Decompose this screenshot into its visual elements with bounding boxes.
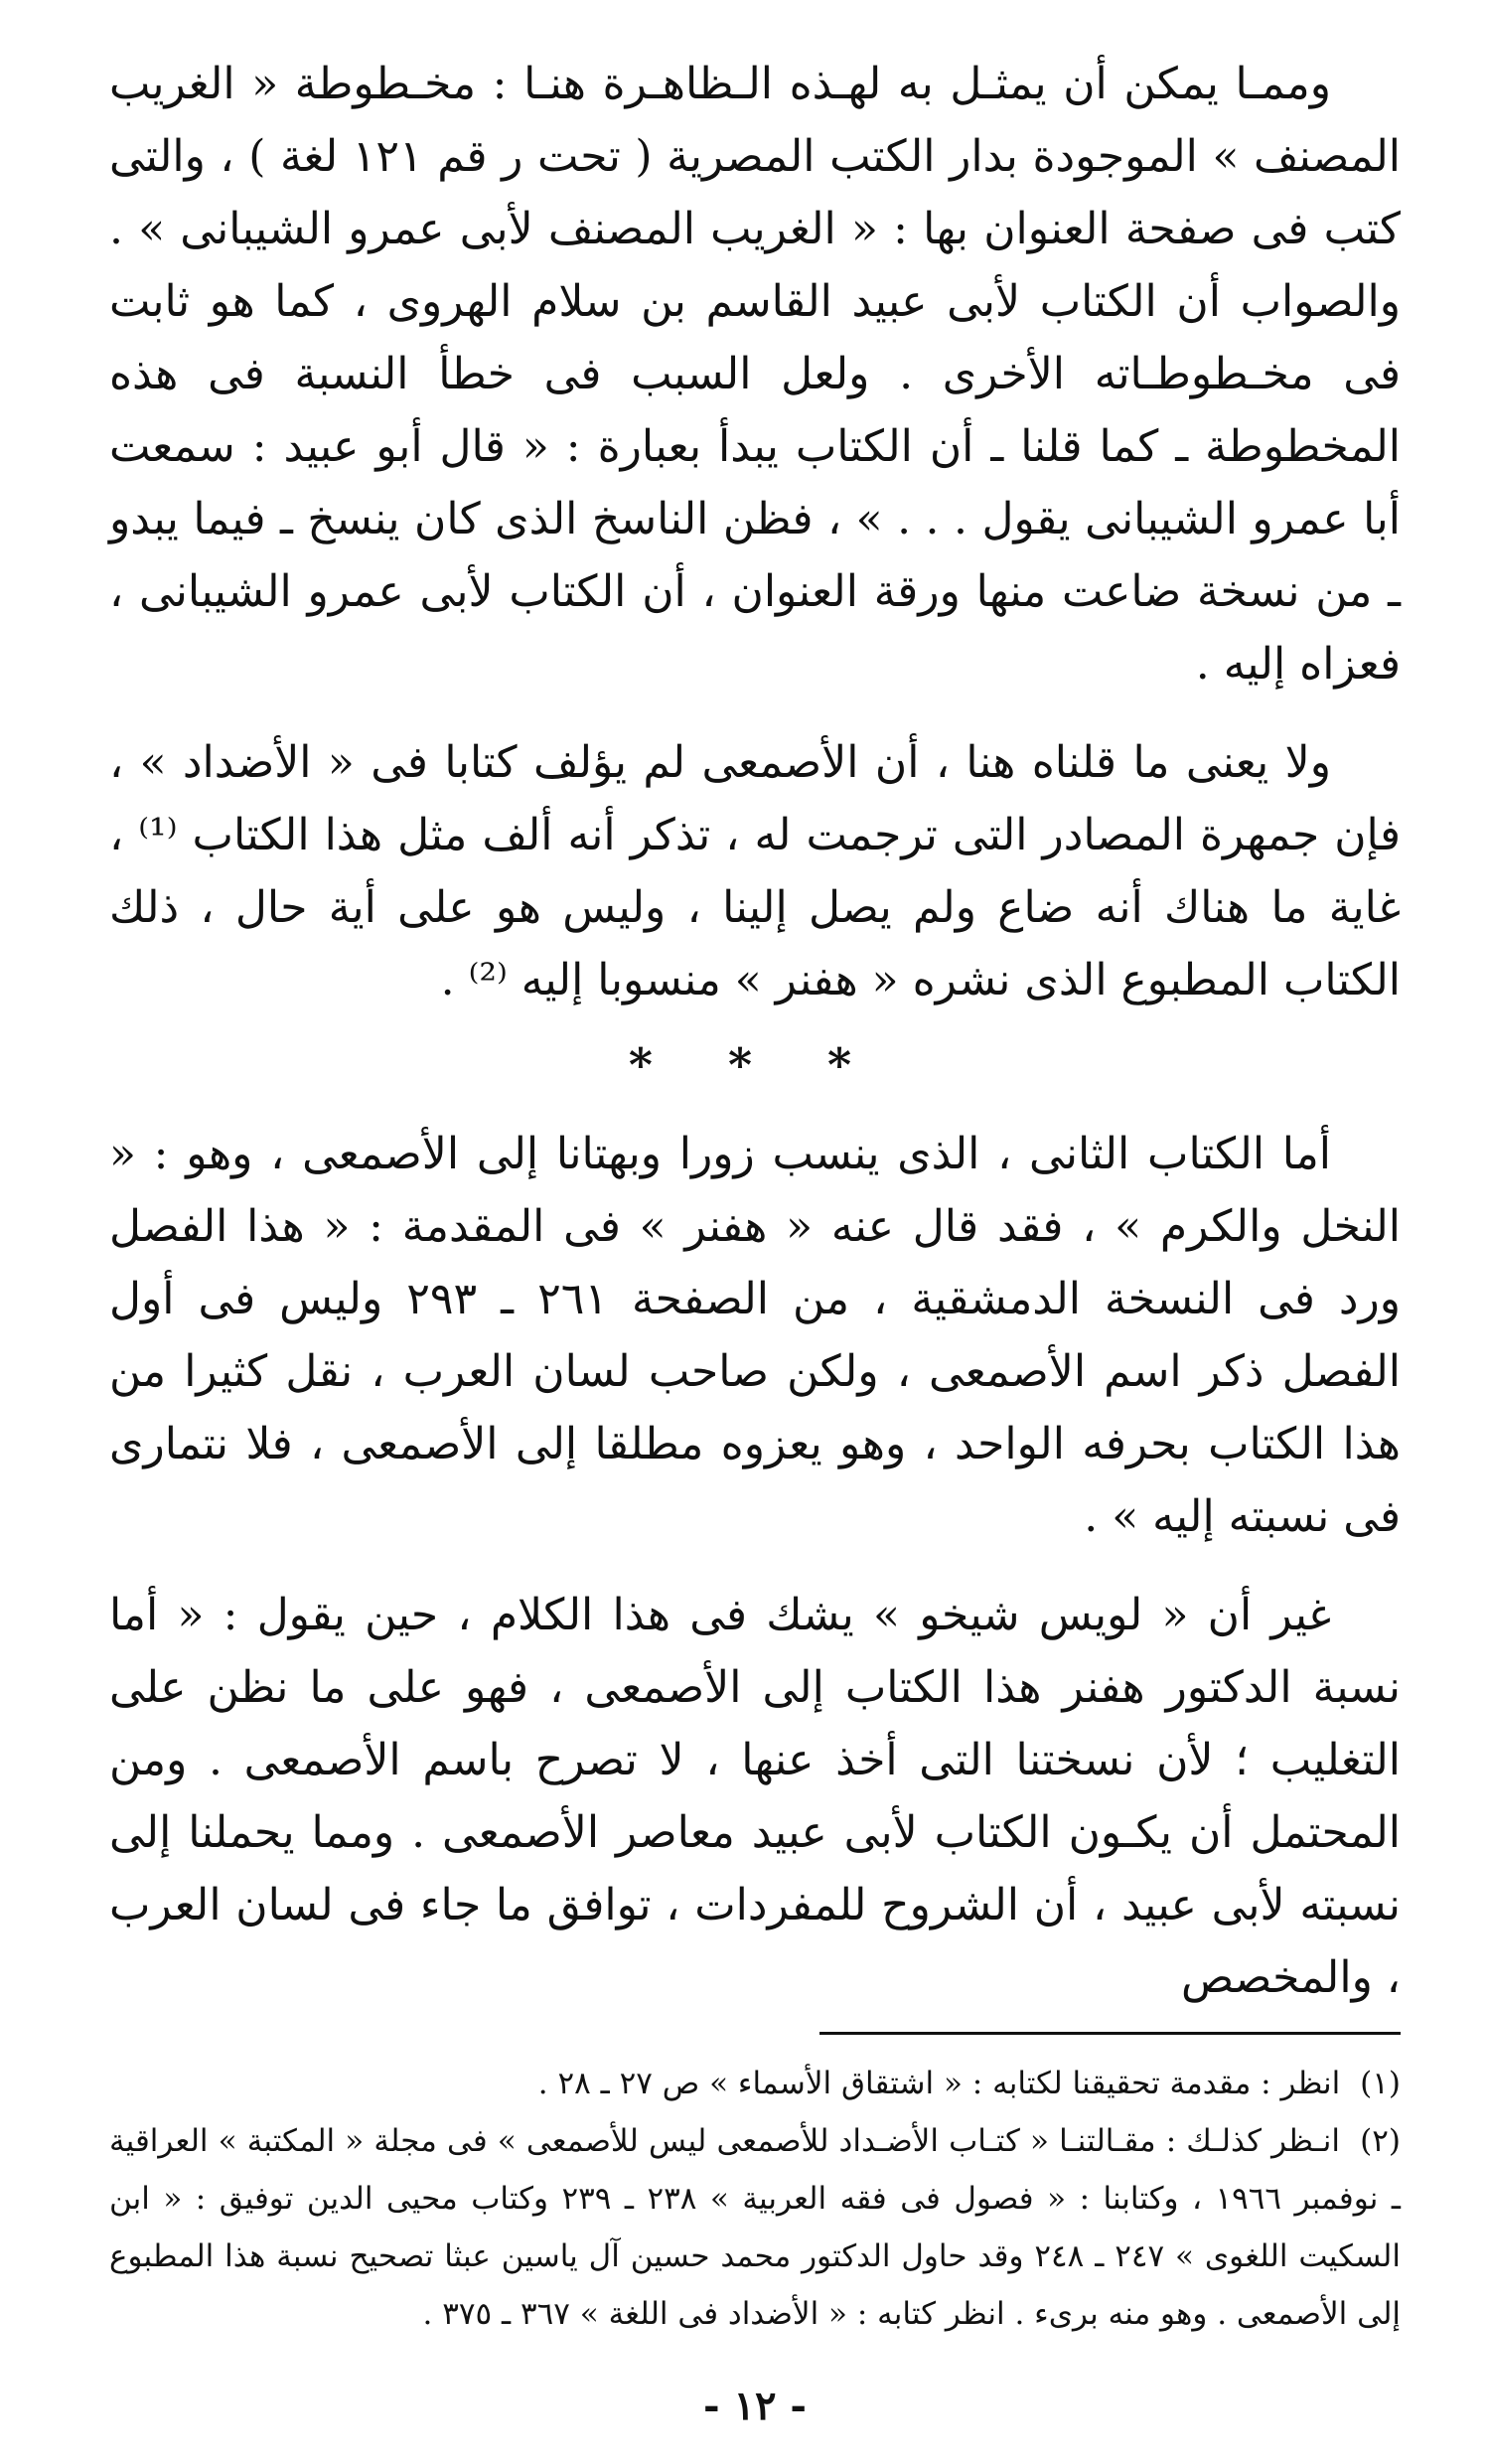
paragraph-manuscript-example: وممـا يمكن أن يمثـل به لهـذه الـظاهـرة هنـا : مخـطوطة « الغريب المصنف » الموجودة بدار الكتب المصرية ( تحت ر قم ١٢١ لغة ) ، والتى كتب فى صفحة العنوان بها : « الغريب المصنف لأبى عمرو الشيبانى » . والصواب أن الكتاب لأبى عبيد القاسم بن سلام الهروى ، كما هو ثابت فى مخـطوطـاته الأخرى . ولعل السبب فى خطأ النسبة فى هذه المخطوطة ـ كما قلنا ـ أن الكتاب يبدأ بعبارة : « قال أبو عبيد : سمعت أبا عمرو الشيبانى يقول . . . » ، فظن الناسخ الذى كان ينسخ ـ فيما يبدو ـ من نسخة ضاعت منها ورقة العنوان ، أن الكتاب لأبى عمرو الشيبانى ، فعزاه إليه . xyxy=(109,59,1402,690)
book-page xyxy=(109,48,1401,2429)
footnote-rule xyxy=(819,2032,1401,2035)
section-separator: * * * xyxy=(628,1038,882,1092)
page-number: - ١٢ - xyxy=(702,2383,808,2429)
paragraph-second-book: أما الكتاب الثانى ، الذى ينسب زورا وبهتانا إلى الأصمعى ، وهو : « النخل والكرم » ، فقد قال عنه « هفنر » فى المقدمة : « هذا الفصل ورد فى النسخة الدمشقية ، من الصفحة ٢٦١ ـ ٢٩٣ وليس فى أول الفصل ذكر اسم الأصمعى ، ولكن صاحب لسان العرب ، نقل كثيرا من هذا الكتاب بحرفه الواحد ، وهو يعزوه مطلقا إلى الأصمعى ، فلا نتمارى فى نسبته إليه » . xyxy=(109,1129,1401,1542)
paragraph-asmai-addad: ولا يعنى ما قلناه هنا ، أن الأصمعى لم يؤلف كتابا فى « الأضداد » ، فإن جمهرة المصادر التى ترجمت له ، تذكر أنه ألف مثل هذا الكتاب ⁽¹⁾ ، غاية ما هناك أنه ضاع ولم يصل إلينا ، وليس هو على أية حال ، ذلك الكتاب المطبوع الذى نشره « هفنر » منسوبا إليه ⁽²⁾ . xyxy=(109,737,1402,1005)
footnote-number: (١) xyxy=(1360,2066,1401,2101)
footnote-text: انظر : مقدمة تحقيقنا لكتابه : « اشتقاق الأسماء » ص ٢٧ ـ ٢٨ . xyxy=(537,2066,1341,2101)
paragraph-cheikho-doubt: غير أن « لويس شيخو » يشك فى هذا الكلام ، حين يقول : « أما نسبة الدكتور هفنر هذا الكتاب إلى الأصمعى ، فهو على ما نظن على التغليب ؛ لأن نسختنا التى أخذ عنها ، لا تصرح باسم الأصمعى . ومن المحتمل أن يكـون الكتاب لأبى عبيد معاصر الأصمعى . ومما يحملنا إلى نسبته لأبى عبيد ، أن الشروح للمفردات ، توافق ما جاء فى لسان العرب ، والمخصص xyxy=(109,1590,1401,2003)
footnotes xyxy=(109,2055,1401,2343)
footnote-text: انـظر كذلـك : مقـالتنـا « كتـاب الأضـداد للأصمعى ليس للأصمعى » فى مجلة « المكتبة » العراقية ـ نوفمبر ١٩٦٦ ، وكتابنا : « فصول فى فقه العربية » ٢٣٨ ـ ٢٣٩ وكتاب محيى الدين توفيق : « ابن السكيت اللغوى » ٢٤٧ ـ ٢٤٨ وقد حاول الدكتور محمد حسين آل ياسين عبثا تصحيح نسبة هذا المطبوع إلى الأصمعى . وهو منه برىء . انظر كتابه : « الأضداد فى اللغة » ٣٦٧ ـ ٣٧٥ . xyxy=(109,2123,1401,2332)
footnote-2 xyxy=(109,2112,1401,2343)
footnote-number: (٢) xyxy=(1360,2123,1401,2159)
footnote-1 xyxy=(109,2055,1401,2112)
